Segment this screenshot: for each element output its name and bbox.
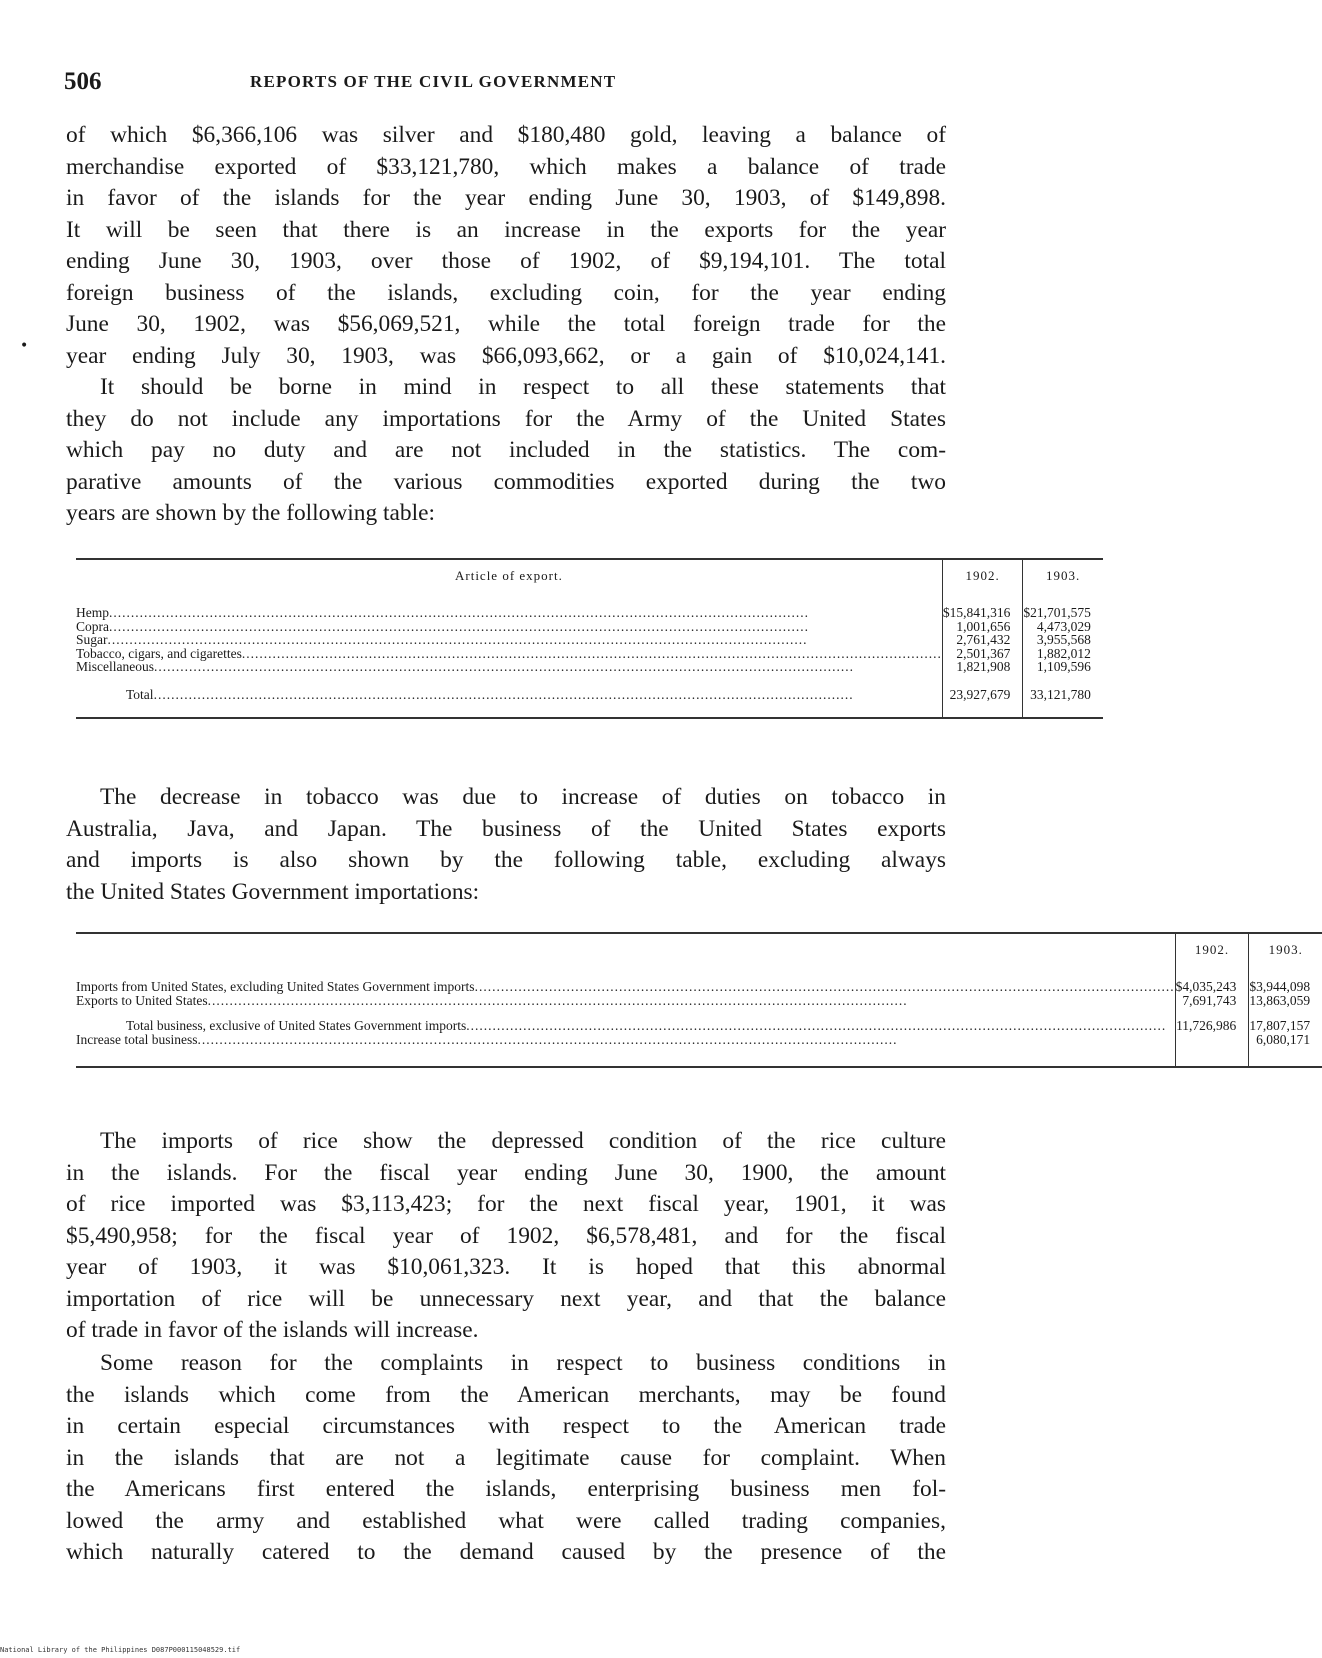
- text-line: in the islands that are not a legitimate cause for complaint. When: [66, 1444, 946, 1471]
- table-row: [76, 660, 1103, 674]
- text-line: the United States Government importations:: [66, 878, 480, 905]
- column-header-1902: 1902.: [942, 559, 1023, 606]
- text-line: and imports is also shown by the following table, excluding always: [66, 847, 946, 873]
- paragraph-5: [66, 1348, 946, 1569]
- paragraph-2: [66, 372, 946, 530]
- value-1902: [1175, 1033, 1249, 1068]
- text-line: year of 1903, it was $10,061,323. It is hoped that this abnormal: [66, 1254, 946, 1280]
- text-line: It will be seen that there is an increase in the exports for the year: [66, 216, 946, 243]
- text-line: of trade in favor of the islands will increase.: [66, 1317, 479, 1343]
- column-header-blank: [76, 933, 1175, 980]
- text-line: Some reason for the complaints in respect to business conditions in: [100, 1350, 946, 1376]
- scan-footer: National Library of the Philippines D087P000115048529.tif: [0, 1646, 241, 1654]
- text-line: which pay no duty and are not included in the statistics. The com-: [66, 437, 946, 463]
- table-row: [76, 606, 1103, 620]
- column-header-1902: 1902.: [1175, 933, 1249, 980]
- column-header-article: Article of export.: [454, 568, 563, 583]
- text-line: The decrease in tobacco was due to increase of duties on tobacco in: [100, 784, 946, 810]
- value-1903: $3,944,098: [1249, 980, 1322, 994]
- total-1903: 33,121,780: [1023, 688, 1103, 719]
- row-label: Copra: [76, 618, 109, 634]
- paragraph-4: [66, 1126, 946, 1347]
- total-row: [76, 688, 1103, 719]
- value-1902: $15,841,316: [942, 606, 1023, 620]
- text-line: ending June 30, 1903, over those of 1902, of $9,194,101. The total: [66, 248, 946, 274]
- text-line: which naturally catered to the demand caused by the presence of the: [66, 1539, 946, 1565]
- value-1903: 1,882,012: [1023, 647, 1103, 661]
- text-line: lowed the army and established what were called trading companies,: [66, 1507, 946, 1534]
- value-1903: 13,863,059: [1249, 994, 1322, 1008]
- page-number: 506: [64, 68, 102, 95]
- paragraph-1: [66, 120, 946, 372]
- table-row: [76, 633, 1103, 647]
- table-row: [76, 980, 1322, 994]
- text-line: year ending July 30, 1903, was $66,093,662, or a gain of $10,024,141.: [66, 342, 946, 369]
- text-line: parative amounts of the various commodities exported during the two: [66, 468, 946, 495]
- value-1902: $4,035,243: [1175, 980, 1249, 994]
- value-1903: $21,701,575: [1023, 606, 1103, 620]
- total-1902: 23,927,679: [942, 688, 1023, 719]
- table-row: [76, 620, 1103, 634]
- row-label: Exports to United States: [76, 992, 208, 1008]
- value-1903: 4,473,029: [1023, 620, 1103, 634]
- text-line: the islands which come from the American merchants, may be found: [66, 1381, 946, 1408]
- value-1902: 11,726,986: [1175, 1019, 1249, 1033]
- text-line: years are shown by the following table:: [66, 500, 435, 526]
- table-row: [76, 1033, 1322, 1068]
- text-line: merchandise exported of $33,121,780, which makes a balance of trade: [66, 153, 946, 180]
- text-line: importation of rice will be unnecessary next year, and that the balance: [66, 1285, 946, 1312]
- text-line: It should be borne in mind in respect to all these statements that: [100, 374, 946, 400]
- value-1902: 2,761,432: [942, 633, 1023, 647]
- table-row: [76, 647, 1103, 661]
- row-label: Imports from United States, excluding United States Government imports: [76, 979, 475, 994]
- text-line: June 30, 1902, was $56,069,521, while the total foreign trade for the: [66, 311, 946, 337]
- row-label: Increase total business: [76, 1031, 198, 1047]
- text-line: of which $6,366,106 was silver and $180,480 gold, leaving a balance of: [66, 122, 946, 148]
- text-line: foreign business of the islands, excluding coin, for the year ending: [66, 279, 946, 306]
- value-1903: 3,955,568: [1023, 633, 1103, 647]
- text-line: Australia, Java, and Japan. The business of the United States exports: [66, 815, 946, 842]
- table-row: [76, 1019, 1322, 1033]
- text-line: The imports of rice show the depressed condition of the rice culture: [100, 1128, 946, 1154]
- value-1902: 7,691,743: [1175, 994, 1249, 1008]
- table-row: [76, 994, 1322, 1008]
- value-1903: 6,080,171: [1249, 1033, 1322, 1068]
- row-label: Total business, exclusive of United States Government imports: [126, 1018, 467, 1033]
- text-line: $5,490,958; for the fiscal year of 1902, $6,578,481, and for the fiscal: [66, 1222, 946, 1249]
- text-line: of rice imported was $3,113,423; for the next fiscal year, 1901, it was: [66, 1191, 946, 1217]
- value-1903: 17,807,157: [1249, 1019, 1322, 1033]
- value-1903: 1,109,596: [1023, 660, 1103, 674]
- row-label: Sugar: [76, 632, 108, 647]
- value-1902: 1,001,656: [942, 620, 1023, 634]
- value-1902: 1,821,908: [942, 660, 1023, 674]
- row-label: Miscellaneous: [76, 659, 154, 674]
- text-line: the Americans first entered the islands, enterprising business men fol-: [66, 1476, 946, 1502]
- margin-dot: •: [20, 338, 29, 354]
- column-header-1903: 1903.: [1249, 933, 1322, 980]
- exports-table: [76, 558, 1103, 719]
- column-header-1903: 1903.: [1023, 559, 1103, 606]
- row-label: Hemp: [76, 605, 109, 620]
- paragraph-3: [66, 782, 946, 908]
- text-line: they do not include any importations for the Army of the United States: [66, 405, 946, 432]
- row-label: Tobacco, cigars, and cigarettes: [76, 645, 242, 661]
- us-trade-table: [76, 932, 1322, 1068]
- text-line: in certain especial circumstances with respect to the American trade: [66, 1413, 946, 1439]
- running-head: REPORTS OF THE CIVIL GOVERNMENT: [250, 72, 617, 91]
- value-1902: 2,501,367: [942, 647, 1023, 661]
- text-line: in favor of the islands for the year ending June 30, 1903, of $149,898.: [66, 185, 946, 211]
- text-line: in the islands. For the fiscal year ending June 30, 1900, the amount: [66, 1159, 946, 1186]
- total-label: Total: [126, 686, 154, 702]
